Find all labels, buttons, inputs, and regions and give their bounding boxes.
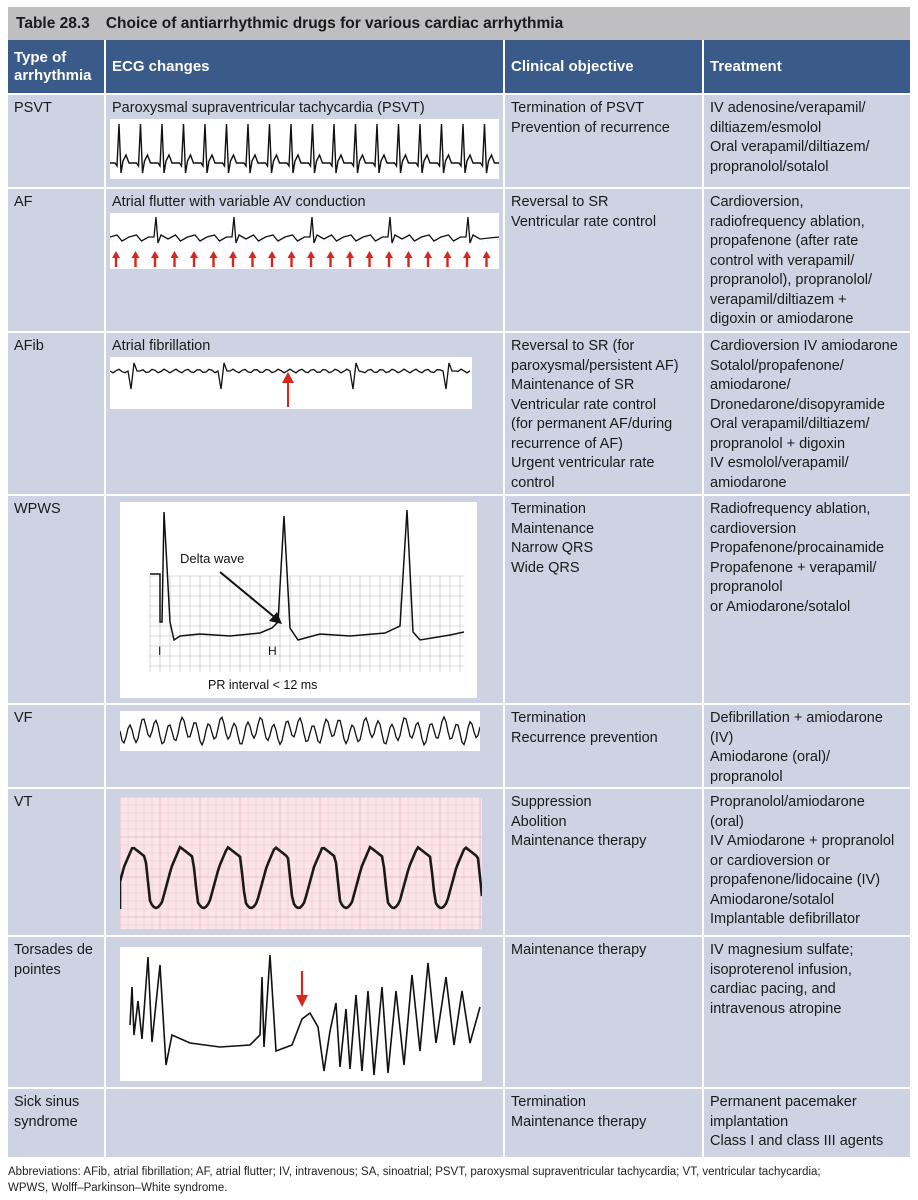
type-cell [8,189,106,331]
arrhythmia-type: Torsades de [14,942,93,958]
type-cell [8,1089,106,1157]
objective-line: Termination of PSVT [511,100,644,116]
table-row-vf [8,703,910,787]
ecg-cell [106,937,505,1087]
treatment-line: Oral verapamil/diltiazem/ [710,416,870,432]
treatment-line: Defibrillation + amiodarone [710,710,883,726]
arrhythmia-type: syndrome [14,1113,78,1130]
treatment-line: Sotalol/propafenone/ [710,357,844,374]
treatment-line: amiodarone/ [710,377,791,393]
treatment-line: isoproterenol infusion, [710,961,852,978]
treatment-line: Implantable defibrillator [710,911,860,927]
ecg-cell [106,705,505,787]
objective-line: (for permanent AF/during [511,416,673,432]
objective-line: Ventricular rate control [511,213,657,230]
header-type-line: arrhythmia [14,66,92,84]
treatment-line: Propranolol/amiodarone [710,794,865,810]
treatment-line: (IV) [710,729,734,746]
treatment-cell [704,496,910,703]
treatment-cell [704,189,910,331]
treatment-line: Amiodarone (oral)/ [710,749,831,765]
objective-line: Termination [511,501,586,517]
arrhythmia-type: PSVT [14,100,52,116]
objective-line: Maintenance [511,520,595,537]
treatment-line: Amiodarone/sotalol [710,891,835,908]
ecg-strip-afib [110,357,472,409]
objective-line: Reversal to SR [511,194,609,210]
objective-line: recurrence of AF) [511,435,624,452]
type-cell [8,333,106,494]
treatment-cell [704,1089,910,1157]
treatment-line: Oral verapamil/diltiazem/ [710,139,870,155]
objective-line: Wide QRS [511,559,580,576]
ecg-strip-vt [120,797,482,929]
objective-cell [505,333,704,494]
treatment-line: verapamil/diltiazem + [710,291,847,308]
type-cell [8,937,106,1087]
type-cell [8,95,106,187]
ecg-strip-torsades [120,947,482,1081]
arrhythmia-type: AF [14,194,33,210]
objective-line: Urgent ventricular rate [511,455,655,471]
treatment-line: Radiofrequency ablation, [710,501,871,517]
table-header-row [8,40,910,93]
ecg-cell [106,95,505,187]
table-row-sick-sinus [8,1087,910,1157]
treatment-line: Permanent pacemaker [710,1094,857,1110]
treatment-line: radiofrequency ablation, [710,213,865,230]
lead-h-label: H [268,644,277,658]
treatment-cell [704,333,910,494]
table-row-afib [8,331,910,494]
header-ecg-changes: ECG changes [106,40,505,93]
table-row-vt [8,787,910,935]
objective-line: Maintenance therapy [511,1113,647,1130]
treatment-line: cardiac pacing, and [710,981,836,997]
type-cell [8,496,106,703]
objective-line: Narrow QRS [511,540,594,556]
treatment-line: implantation [710,1113,789,1130]
type-cell [8,705,106,787]
treatment-line: intravenous atropine [710,1000,842,1017]
objective-line: Prevention of recurrence [511,119,670,136]
objective-line: paroxysmal/persistent AF) [511,357,679,374]
ecg-cell [106,333,505,494]
objective-cell [505,705,704,787]
treatment-line: control with verapamil/ [710,252,855,269]
treatment-line: propafenone (after rate [710,233,859,249]
treatment-line: propranolol/sotalol [710,158,829,175]
treatment-line: IV Amiodarone + propranolol [710,833,895,849]
treatment-line: propafenone/lidocaine (IV) [710,872,881,888]
objective-cell [505,496,704,703]
table-row-psvt [8,93,910,187]
treatment-line: IV esmolol/verapamil/ [710,455,849,471]
objective-cell [505,1089,704,1157]
objective-line: Termination [511,710,586,726]
ecg-cell [106,789,505,935]
arrhythmia-type: Sick sinus [14,1094,80,1110]
fibrillation-arrow [282,372,294,407]
ecg-strip-af [110,213,499,269]
ecg-cell [106,1089,505,1157]
treatment-line: propranolol + digoxin [710,435,846,452]
treatment-cell [704,95,910,187]
arrhythmia-type: VT [14,794,33,810]
treatment-line: amiodarone [710,474,787,491]
ecg-strip-vf [120,711,480,751]
objective-line: Recurrence prevention [511,729,658,746]
treatment-line: propranolol), propranolol/ [710,272,873,288]
arrhythmia-type: VF [14,710,33,726]
treatment-line: or Amiodarone/sotalol [710,598,851,615]
objective-line: Reversal to SR (for [511,338,635,354]
objective-line: Maintenance of SR [511,377,635,393]
treatment-line: Propafenone/procainamide [710,540,885,556]
treatment-cell [704,705,910,787]
treatment-line: Cardioversion IV amiodarone [710,338,898,354]
pr-interval-label: PR interval < 12 ms [208,678,318,692]
arrhythmia-type: pointes [14,961,61,978]
objective-line: Termination [511,1094,586,1110]
type-cell [8,789,106,935]
footnote-line: WPWS, Wolff–Parkinson–White syndrome. [8,1182,228,1194]
objective-cell [505,95,704,187]
treatment-line: propranolol [710,768,783,785]
treatment-line: Dronedarone/disopyramide [710,396,885,413]
ecg-label: Paroxysmal supraventricular tachycardia (PSVT) [112,100,425,116]
table-number: Table 28.3 [16,14,90,32]
objective-cell [505,189,704,331]
arrhythmia-type: WPWS [14,501,61,517]
treatment-line: IV magnesium sulfate; [710,942,854,958]
lead-i-label: I [158,644,162,658]
header-type-line: Type of [14,48,67,66]
treatment-line: Cardioversion, [710,194,804,210]
treatment-line: cardioversion [710,520,797,537]
flutter-wave-arrows [112,251,491,267]
treatment-cell [704,937,910,1087]
objective-line: Abolition [511,813,567,830]
table-title: Choice of antiarrhythmic drugs for various cardiac arrhythmia [105,14,564,32]
header-clinical-objective: Clinical objective [505,40,704,93]
footnote-line: Abbreviations: AFib, atrial fibrillation; AF, atrial flutter; IV, intravenous; SA, sinoatrial; PSVT, paroxysmal supraventricular tachycardia; VT, ventricular tachycardia; [8,1166,821,1178]
objective-cell [505,937,704,1087]
objective-line: Maintenance therapy [511,833,647,849]
objective-cell [505,789,704,935]
treatment-line: digoxin or amiodarone [710,311,854,327]
treatment-line: IV adenosine/verapamil/ [710,100,866,116]
objective-line: control [511,474,555,491]
objective-line: Ventricular rate control [511,396,657,413]
objective-line: Suppression [511,794,592,810]
arrhythmia-type: AFib [14,338,44,354]
treatment-line: (oral) [710,813,744,830]
ecg-cell [106,496,505,703]
treatment-line: or cardioversion or [710,852,831,869]
table-caption [8,7,910,40]
treatment-cell [704,789,910,935]
ecg-label: Atrial flutter with variable AV conduction [112,194,366,210]
ecg-strip-psvt [110,119,499,179]
table-row-wpws [8,494,910,703]
table-footnote [8,1164,913,1196]
treatment-line: propranolol [710,579,783,595]
table-row-af [8,187,910,331]
treatment-line: Propafenone + verapamil/ [710,559,877,576]
header-type-of-arrhythmia [8,40,106,93]
ecg-label: Atrial fibrillation [112,338,211,354]
objective-line: Maintenance therapy [511,942,647,958]
table-row-torsades [8,935,910,1087]
treatment-line: Class I and class III agents [710,1133,884,1149]
header-treatment: Treatment [710,58,782,75]
treatment-line: diltiazem/esmolol [710,119,822,136]
torsades-arrow [296,971,308,1007]
ecg-cell [106,189,505,331]
ecg-strip-wpws [120,502,477,698]
delta-wave-label: Delta wave [180,551,245,566]
